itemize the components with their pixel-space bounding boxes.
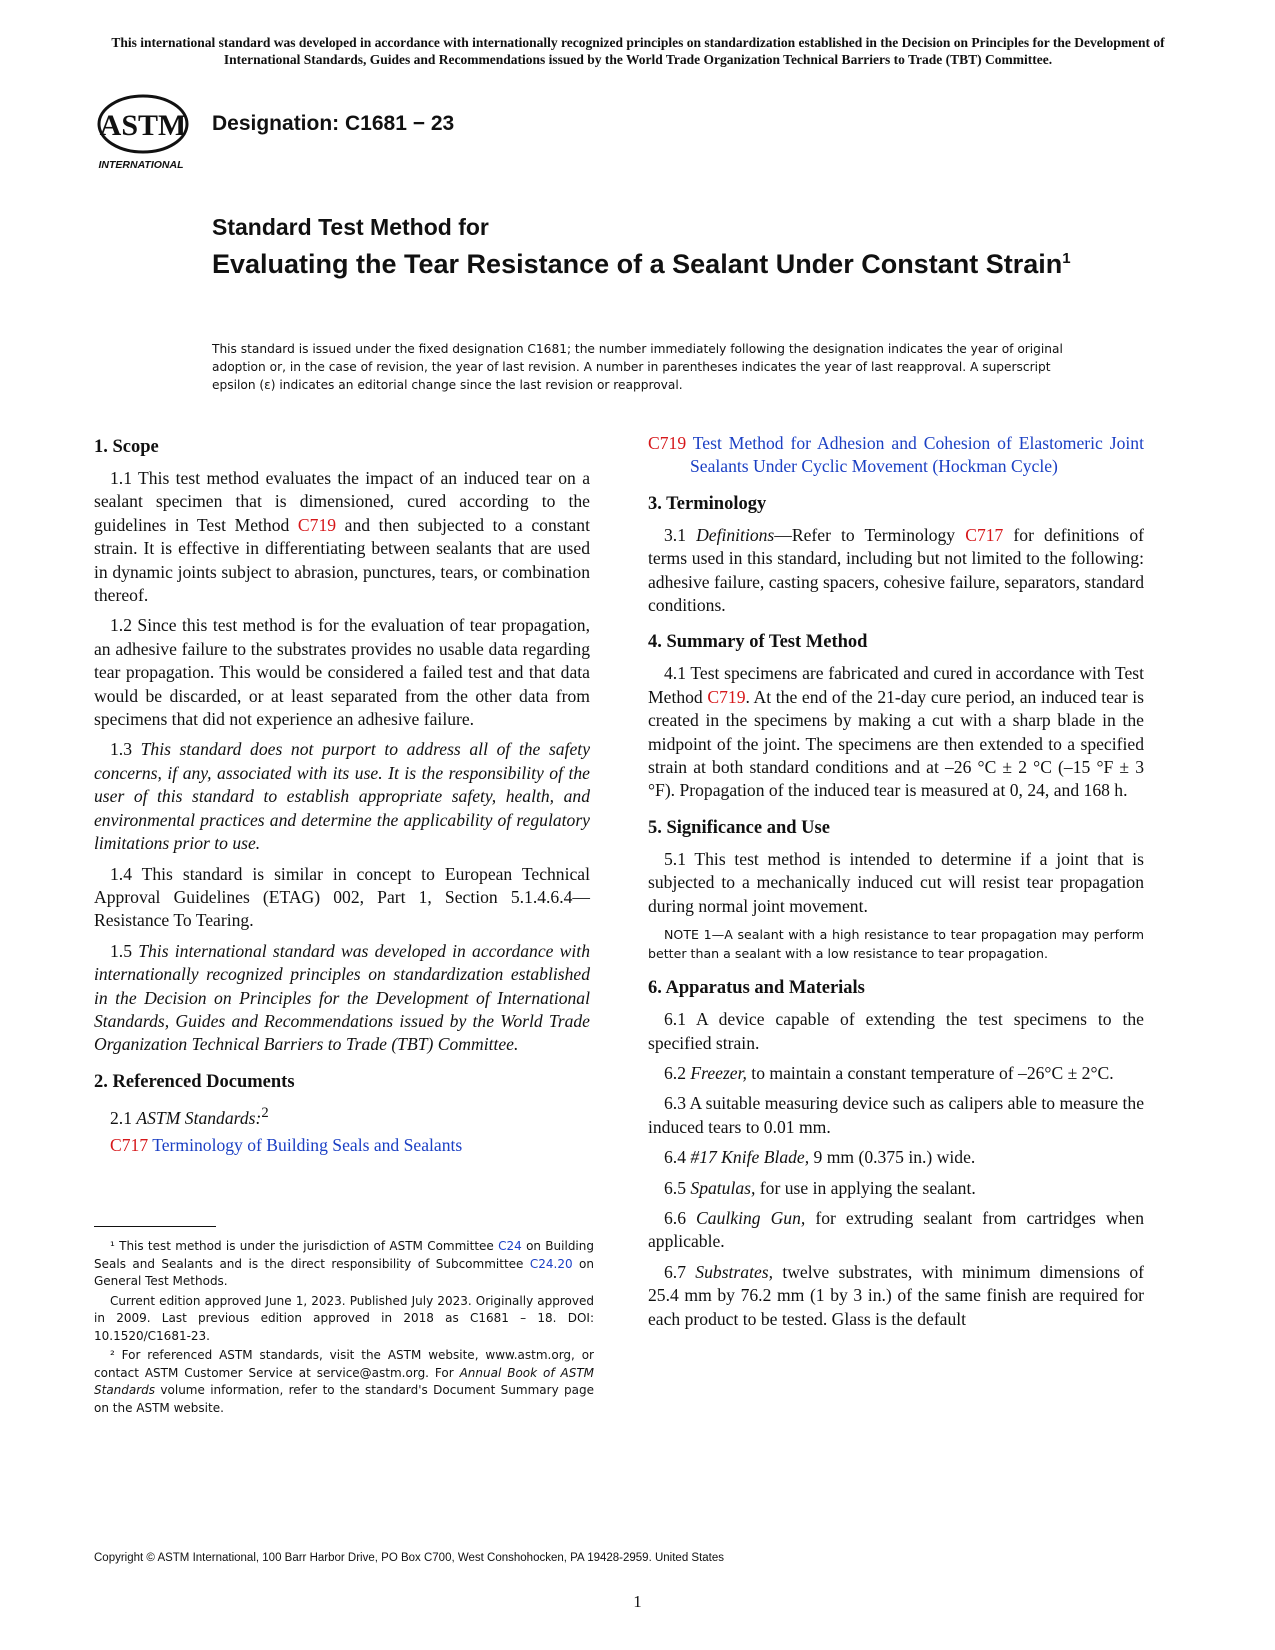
apparatus-6-4-num: 6.4 — [664, 1147, 691, 1168]
terminology-3-1-text: —Refer to Terminology — [774, 524, 966, 545]
apparatus-6-2-text: to maintain a constant temperature of –26°C ± 2°C. — [746, 1062, 1114, 1083]
footnote-1-text-mid: on Building Seals and Sealants and is the direct responsibility of Subcommittee — [94, 1239, 594, 1271]
refdocs-footnote-mark: 2 — [261, 1104, 269, 1121]
section-significance-heading: 5. Significance and Use — [648, 817, 830, 838]
footnote-2 — [94, 1347, 594, 1417]
link-c717[interactable]: C717 — [965, 524, 1004, 545]
footnote-2-italic: Annual Book of ASTM Standards — [94, 1365, 595, 1397]
apparatus-6-2 — [648, 1062, 1144, 1085]
link-c719[interactable]: C719 — [297, 514, 337, 535]
apparatus-6-6-text: for extruding sealant from cartridges when applicable. — [648, 1207, 1145, 1252]
apparatus-6-4-text: 9 mm (0.375 in.) wide. — [809, 1147, 976, 1168]
page-number: 1 — [633, 1592, 642, 1611]
logo-letters: ASTM — [99, 109, 187, 142]
scope-1-1 — [94, 467, 590, 607]
refdocs-2-1-text: ASTM Standards: — [136, 1107, 262, 1128]
section-scope-heading: 1. Scope — [94, 437, 159, 457]
terminology-3-1-num: 3.1 — [664, 524, 697, 545]
footnotes — [94, 1238, 594, 1419]
footnote-divider — [94, 1226, 216, 1227]
title-footnote-mark: 1 — [1062, 250, 1071, 267]
summary-4-1-text: 4.1 Test specimens are fabricated and cured in accordance with Test Method — [648, 663, 1144, 707]
apparatus-6-5 — [648, 1177, 1144, 1200]
significance-5-1: 5.1 This test method is intended to determine if a joint that is subjected to a mechanically induced cut will resist tear propagation during normal joint movement. — [648, 848, 1144, 916]
left-column — [94, 436, 590, 1161]
footnote-2-text: ² For referenced ASTM standards, visit the ASTM website, www.astm.org, or contact ASTM Customer Service at service@astm.org. For — [94, 1348, 594, 1380]
scope-1-3 — [94, 738, 590, 855]
apparatus-6-2-num: 6.2 — [664, 1062, 691, 1083]
apparatus-6-7-num: 6.7 — [664, 1261, 696, 1282]
footnote-1 — [94, 1238, 594, 1291]
section-terminology-heading: 3. Terminology — [648, 493, 767, 514]
document-title — [212, 212, 1112, 281]
footnote-edition: Current edition approved June 1, 2023. Published July 2023. Originally approved in 2009. Last previous edition approved in 2018 as C1681 – 18. DOI: 10.1520/C1681-23. — [94, 1293, 594, 1343]
apparatus-6-4-term: #17 Knife Blade, — [690, 1147, 810, 1168]
apparatus-6-6 — [648, 1207, 1144, 1254]
scope-1-5-text: This international standard was developed in accordance with internationally recognized principles on standardization established in the Decision on Principles for the Development of International Standards, Guides and Recommendations issued by the World Trade Organization Technical Barriers to Trade (TBT) Committee. — [94, 940, 590, 1055]
scope-1-1-text: 1.1 This test method evaluates the impact of an induced tear on a sealant specimen that is dimensioned, cured according to the guidelines in Test Method — [94, 468, 590, 535]
section-apparatus-heading: 6. Apparatus and Materials — [648, 978, 865, 999]
logo-label: INTERNATIONAL — [98, 159, 184, 171]
apparatus-6-1: 6.1 A device capable of extending the test specimens to the specified strain. — [648, 1009, 1144, 1053]
ref-c717-code[interactable]: C717 — [110, 1135, 149, 1156]
apparatus-6-7-text: twelve substrates, with minimum dimensions of 25.4 mm by 76.2 mm (1 by 3 in.) of the same finish are required for each product to be tested. Glass is the default — [648, 1261, 1144, 1329]
refdocs-2-1-num: 2.1 — [110, 1107, 137, 1128]
ref-c719-title[interactable]: Test Method for Adhesion and Cohesion of Elastomeric Joint Sealants Under Cyclic Movement (Hockman Cycle) — [686, 433, 1144, 477]
refdocs-2-1 — [94, 1102, 590, 1130]
apparatus-6-6-term: Caulking Gun, — [696, 1207, 806, 1228]
apparatus-6-5-num: 6.5 — [664, 1177, 691, 1198]
ref-c717-title[interactable]: Terminology of Building Seals and Sealants — [148, 1135, 463, 1156]
summary-4-1-text-end: . At the end of the 21-day cure period, an induced tear is created in the specimens by making a cut with a sharp blade in the midpoint of the joint. The specimens are then extended to a specified strain at both standard conditions and at –26 °C ± 2 °C (–15 °F ± 3 °F). Propagation of the induced tear is measured at 0, 24, and 168 h. — [648, 686, 1144, 801]
apparatus-6-5-text: for use in applying the sealant. — [755, 1177, 976, 1198]
scope-1-2: 1.2 Since this test method is for the evaluation of tear propagation, an adhesive failure to the substrates provides no usable data regarding tear propagation. This would be considered a failed test and that data would be discarded, or at least separated from the other data from specimens that did not experience an adhesive failure. — [94, 615, 590, 730]
section-refdocs-heading: 2. Referenced Documents — [94, 1071, 295, 1092]
link-c24-20[interactable]: C24.20 — [529, 1256, 573, 1271]
title-line-1: Standard Test Method for — [212, 214, 489, 240]
standard-notice: This international standard was developed in accordance with internationally recognized principles on standardization established in the Decision on Principles for the Development of International Standards, Guides and Recommendations issued by the World Trade Organization Technical Barriers to Trade (TBT) Committee. — [111, 35, 1165, 67]
ref-c717[interactable] — [94, 1134, 590, 1157]
summary-4-1 — [648, 662, 1144, 802]
footnote-2-text-end: volume information, refer to the standard's Document Summary page on the ASTM website. — [94, 1383, 594, 1415]
link-c24[interactable]: C24 — [498, 1239, 522, 1253]
section-summary-heading: 4. Summary of Test Method — [648, 632, 868, 653]
apparatus-6-3: 6.3 A suitable measuring device such as calipers able to measure the induced tears to 0.01 mm. — [648, 1093, 1144, 1137]
footnote-1-text: ¹ This test method is under the jurisdiction of ASTM Committee — [110, 1239, 499, 1253]
apparatus-6-7 — [648, 1261, 1144, 1331]
terminology-3-1-text-end: for definitions of terms used in this standard, including but not limited to the following: adhesive failure, casting spacers, cohesive failure, separators, standard conditions. — [648, 524, 1145, 616]
scope-1-5-num: 1.5 — [110, 940, 139, 961]
scope-1-1-text-end: and then subjected to a constant strain. It is effective in differentiating between sealants that are used in dynamic joints subject to abrasion, punctures, tears, or combination thereof. — [94, 514, 590, 606]
footnote-1-text-end: on General Test Methods. — [94, 1256, 595, 1288]
astm-logo — [92, 88, 194, 172]
apparatus-6-4 — [648, 1146, 1144, 1169]
title-line-2 — [212, 242, 1112, 281]
note-1: NOTE 1—A sealant with a high resistance to tear propagation may perform better than a sealant with a low resistance to tear propagation. — [648, 927, 1144, 962]
issue-note: This standard is issued under the fixed designation C1681; the number immediately following the designation indicates the year of original adoption or, in the case of revision, the year of last revision. A number in parentheses indicates the year of last reapproval. A superscript epsilon (ε) indicates an editorial change since the last revision or reapproval. — [212, 342, 1063, 392]
scope-1-5 — [94, 940, 590, 1057]
link-c719-summary[interactable]: C719 — [707, 686, 746, 707]
right-column — [648, 432, 1144, 1338]
ref-c719-code[interactable]: C719 — [648, 433, 687, 453]
apparatus-6-5-term: Spatulas, — [690, 1177, 756, 1198]
ref-c719[interactable] — [648, 432, 1144, 479]
apparatus-6-6-num: 6.6 — [664, 1207, 697, 1228]
scope-1-4: 1.4 This standard is similar in concept to European Technical Approval Guidelines (ETAG) 002, Part 1, Section 5.1.4.6.4—Resistance To Tearing. — [94, 863, 590, 931]
scope-1-3-text: This standard does not purport to address all of the safety concerns, if any, associated with its use. It is the responsibility of the user of this standard to establish appropriate safety, health, and environmental practices and determine the applicability of regulatory limitations prior to use. — [94, 739, 591, 854]
apparatus-6-7-term: Substrates, — [695, 1261, 774, 1282]
title-main: Evaluating the Tear Resistance of a Sealant Under Constant Strain — [212, 249, 1063, 279]
copyright: Copyright © ASTM International, 100 Barr Harbor Drive, PO Box C700, West Conshohocken, PA 19428-2959. United States — [94, 1552, 725, 1564]
terminology-3-1-term: Definitions — [696, 524, 775, 545]
designation: Designation: C1681 − 23 — [212, 112, 455, 135]
scope-1-3-num: 1.3 — [110, 739, 141, 760]
terminology-3-1 — [648, 524, 1144, 618]
apparatus-6-2-term: Freezer, — [690, 1062, 747, 1083]
